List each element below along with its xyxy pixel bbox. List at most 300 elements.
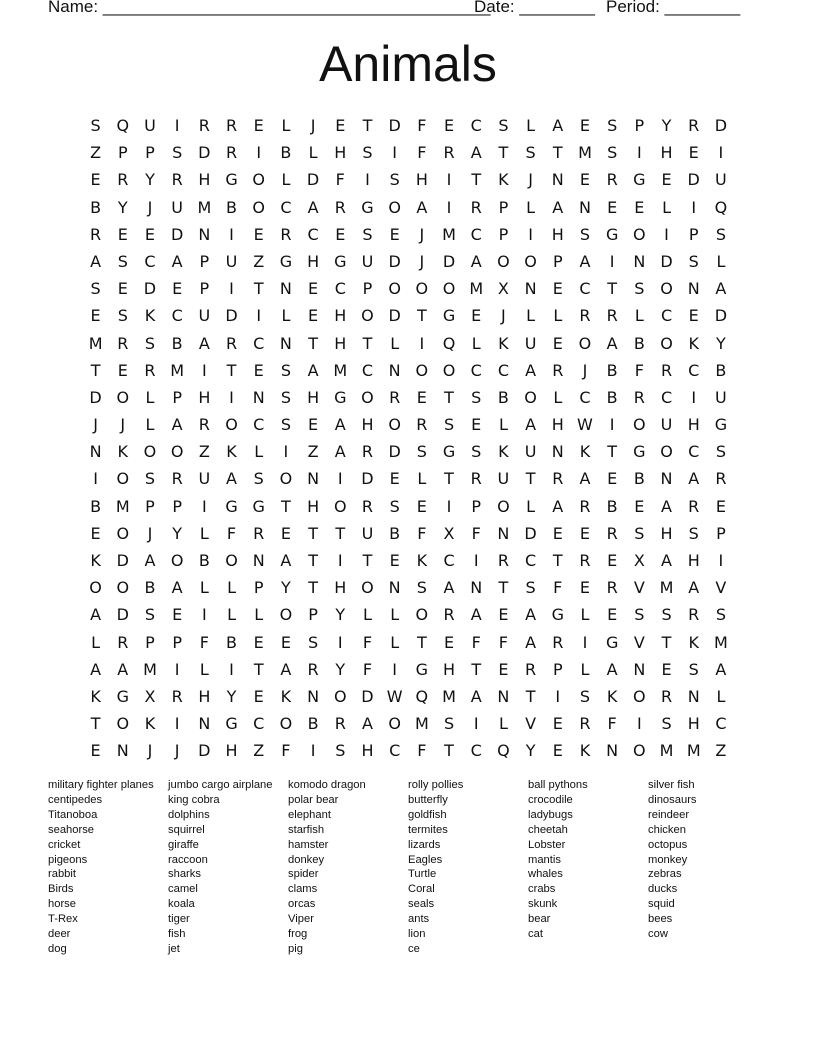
- grid-letter: A: [688, 578, 700, 598]
- word-list-item: ducks: [648, 883, 678, 896]
- grid-letter: G: [116, 686, 129, 706]
- grid-letter: E: [280, 632, 291, 652]
- grid-letter: E: [335, 224, 346, 244]
- grid-letter: R: [117, 333, 129, 353]
- grid-letter: N: [388, 578, 401, 598]
- word-list-item: spider: [288, 868, 319, 881]
- grid-letter: A: [525, 360, 537, 380]
- grid-letter: U: [171, 197, 184, 217]
- grid-letter: P: [145, 143, 155, 163]
- grid-letter: L: [526, 496, 536, 516]
- grid-letter: S: [688, 523, 699, 543]
- grid-letter: F: [362, 659, 373, 679]
- grid-letter: I: [174, 659, 180, 679]
- grid-letter: W: [577, 415, 593, 435]
- grid-letter: R: [171, 686, 183, 706]
- grid-letter: B: [633, 469, 645, 489]
- grid-letter: T: [308, 551, 318, 570]
- grid-row: [82, 357, 735, 384]
- grid-letter: D: [116, 551, 129, 570]
- grid-letter: N: [497, 523, 510, 543]
- grid-letter: E: [117, 279, 128, 299]
- grid-letter: B: [198, 551, 210, 570]
- grid-letter: S: [688, 659, 699, 679]
- word-list-item: giraffe: [168, 838, 199, 851]
- name-field-label: Name: _________________________________________: [48, 0, 491, 16]
- word-list-item: koala: [168, 898, 195, 911]
- grid-row: [82, 547, 735, 574]
- grid-letter: P: [498, 224, 509, 244]
- word-list-column: [408, 778, 528, 957]
- grid-letter: E: [416, 496, 427, 516]
- grid-letter: C: [307, 224, 319, 244]
- word-list-item: orcas: [288, 898, 316, 911]
- grid-letter: K: [117, 442, 129, 462]
- grid-letter: B: [715, 360, 727, 380]
- grid-row: [82, 302, 735, 329]
- grid-letter: R: [225, 143, 238, 163]
- grid-letter: F: [607, 714, 617, 734]
- grid-letter: Y: [172, 523, 183, 543]
- grid-letter: B: [633, 333, 645, 353]
- grid-letter: J: [419, 251, 425, 271]
- grid-letter: I: [392, 659, 398, 679]
- date-field-label: Date: ________: [474, 0, 595, 16]
- word-list-item: starfish: [288, 823, 325, 836]
- grid-letter: Y: [226, 686, 237, 706]
- grid-letter: N: [551, 170, 564, 190]
- grid-letter: R: [117, 632, 129, 652]
- grid-letter: N: [279, 333, 292, 353]
- grid-letter: O: [279, 605, 293, 625]
- grid-letter: I: [365, 170, 370, 190]
- grid-letter: E: [607, 605, 618, 625]
- grid-letter: D: [198, 143, 211, 163]
- grid-letter: C: [171, 306, 183, 326]
- grid-letter: K: [688, 632, 699, 652]
- word-search-grid: [82, 112, 735, 765]
- grid-letter: C: [253, 714, 265, 734]
- grid-letter: S: [607, 143, 618, 163]
- grid-letter: I: [392, 143, 398, 163]
- grid-letter: S: [471, 387, 482, 407]
- grid-letter: S: [525, 578, 536, 598]
- grid-letter: A: [171, 251, 183, 271]
- grid-letter: L: [716, 251, 726, 271]
- grid-letter: R: [470, 469, 482, 489]
- grid-letter: E: [552, 714, 563, 734]
- grid-letter: L: [199, 578, 209, 598]
- grid-letter: C: [253, 333, 265, 353]
- grid-letter: L: [390, 333, 400, 353]
- grid-letter: G: [225, 170, 238, 190]
- grid-letter: C: [389, 741, 401, 761]
- grid-letter: A: [715, 659, 727, 679]
- grid-letter: H: [415, 170, 428, 190]
- grid-letter: I: [201, 605, 207, 625]
- grid-letter: H: [198, 170, 211, 190]
- word-list-item: Eagles: [408, 853, 443, 866]
- grid-letter: L: [363, 605, 372, 625]
- grid-letter: L: [526, 116, 536, 135]
- grid-letter: R: [606, 523, 618, 543]
- grid-letter: P: [199, 279, 210, 299]
- word-list-item: Birds: [48, 883, 74, 896]
- grid-letter: F: [553, 578, 563, 598]
- grid-letter: E: [172, 279, 183, 299]
- grid-letter: L: [281, 306, 291, 326]
- grid-letter: U: [715, 387, 727, 407]
- grid-letter: E: [661, 170, 672, 190]
- grid-letter: N: [687, 686, 700, 706]
- grid-letter: F: [417, 116, 427, 135]
- grid-letter: K: [144, 306, 156, 326]
- word-list-item: termites: [408, 823, 448, 836]
- grid-letter: F: [417, 741, 427, 761]
- grid-letter: P: [634, 116, 645, 135]
- word-list-item: monkey: [648, 853, 688, 866]
- grid-letter: P: [471, 496, 482, 516]
- grid-letter: S: [715, 224, 726, 244]
- grid-letter: O: [116, 523, 130, 543]
- grid-letter: S: [661, 714, 672, 734]
- grid-letter: E: [443, 116, 455, 135]
- word-list-item: ce: [408, 942, 420, 955]
- grid-letter: T: [525, 686, 536, 706]
- grid-row: [82, 465, 735, 492]
- word-list-item: centipedes: [48, 793, 103, 806]
- grid-letter: S: [661, 605, 672, 625]
- grid-row: [82, 248, 735, 275]
- grid-row: [82, 384, 735, 411]
- word-list-item: cheetah: [528, 823, 568, 836]
- grid-letter: O: [578, 333, 592, 353]
- grid-letter: B: [606, 496, 618, 516]
- word-list-item: bear: [528, 913, 551, 926]
- grid-letter: O: [361, 387, 374, 407]
- word-list-item: ants: [408, 913, 430, 926]
- grid-row: [82, 221, 735, 248]
- word-list-item: bees: [648, 913, 673, 926]
- grid-letter: E: [688, 306, 699, 326]
- word-list-item: Coral: [408, 883, 435, 896]
- grid-letter: H: [687, 415, 700, 435]
- grid-letter: P: [308, 605, 318, 625]
- grid-letter: C: [660, 387, 673, 407]
- grid-letter: O: [89, 578, 102, 598]
- grid-letter: R: [443, 605, 455, 625]
- grid-letter: D: [388, 306, 401, 326]
- grid-letter: E: [552, 333, 563, 353]
- grid-letter: K: [280, 686, 292, 706]
- grid-letter: A: [334, 415, 346, 435]
- grid-letter: Y: [716, 333, 726, 353]
- grid-letter: N: [307, 686, 320, 706]
- grid-letter: I: [256, 306, 262, 326]
- grid-letter: J: [147, 741, 153, 761]
- word-list-item: jumbo cargo airplane: [168, 779, 273, 791]
- word-list-item: polar bear: [288, 793, 339, 806]
- word-list-item: reindeer: [648, 808, 690, 821]
- grid-letter: Q: [116, 116, 130, 135]
- grid-letter: S: [117, 306, 128, 326]
- grid-letter: K: [498, 170, 509, 190]
- grid-letter: Y: [525, 741, 536, 761]
- grid-letter: D: [714, 306, 728, 326]
- grid-letter: E: [253, 116, 264, 135]
- grid-letter: F: [335, 170, 345, 190]
- grid-letter: O: [524, 251, 537, 271]
- grid-letter: T: [281, 496, 291, 516]
- grid-letter: I: [201, 360, 207, 380]
- grid-row: [82, 194, 735, 221]
- grid-letter: S: [144, 469, 156, 489]
- grid-letter: X: [144, 686, 156, 706]
- grid-letter: L: [417, 469, 427, 489]
- grid-letter: R: [198, 116, 210, 135]
- grid-letter: H: [551, 224, 564, 244]
- grid-letter: Q: [415, 686, 429, 706]
- grid-letter: R: [144, 360, 156, 380]
- grid-letter: K: [498, 333, 509, 353]
- grid-letter: D: [660, 251, 673, 271]
- grid-letter: A: [171, 578, 183, 598]
- grid-letter: D: [361, 686, 374, 706]
- grid-letter: H: [687, 551, 700, 570]
- grid-letter: B: [280, 143, 292, 163]
- grid-letter: T: [226, 360, 237, 380]
- grid-letter: H: [660, 143, 673, 163]
- grid-letter: C: [525, 551, 537, 570]
- grid-letter: N: [551, 442, 564, 462]
- grid-letter: H: [334, 578, 347, 598]
- grid-letter: S: [90, 279, 101, 299]
- grid-letter: M: [442, 224, 456, 244]
- grid-letter: I: [283, 442, 289, 462]
- grid-letter: R: [117, 170, 129, 190]
- grid-letter: C: [144, 251, 156, 271]
- grid-letter: Y: [335, 659, 346, 679]
- grid-letter: L: [281, 170, 291, 190]
- grid-letter: O: [225, 415, 238, 435]
- grid-letter: R: [660, 686, 673, 706]
- grid-letter: R: [171, 469, 183, 489]
- grid-letter: D: [687, 170, 700, 190]
- grid-letter: R: [715, 469, 727, 489]
- grid-letter: I: [609, 251, 615, 271]
- grid-letter: U: [198, 306, 211, 326]
- grid-letter: B: [307, 714, 319, 734]
- grid-letter: A: [307, 360, 319, 380]
- grid-letter: G: [334, 251, 347, 271]
- word-list-item: dog: [48, 942, 67, 955]
- grid-letter: F: [417, 523, 427, 543]
- grid-letter: Y: [335, 605, 346, 625]
- grid-letter: I: [718, 143, 724, 163]
- grid-letter: O: [252, 197, 266, 217]
- grid-letter: S: [688, 251, 699, 271]
- grid-row: [82, 574, 735, 601]
- grid-letter: M: [170, 360, 185, 380]
- grid-letter: L: [145, 415, 155, 435]
- grid-letter: B: [606, 360, 618, 380]
- grid-letter: K: [90, 551, 101, 570]
- grid-letter: Z: [715, 741, 727, 761]
- grid-letter: P: [498, 197, 509, 217]
- grid-letter: U: [524, 333, 537, 353]
- grid-letter: E: [335, 116, 346, 135]
- grid-letter: L: [390, 632, 400, 652]
- grid-letter: R: [579, 496, 591, 516]
- grid-letter: S: [117, 251, 128, 271]
- grid-letter: T: [253, 279, 264, 299]
- grid-letter: H: [198, 387, 211, 407]
- grid-letter: P: [172, 387, 182, 407]
- grid-letter: R: [361, 496, 374, 516]
- word-list-item: mantis: [528, 853, 561, 866]
- grid-letter: C: [688, 442, 700, 462]
- grid-letter: I: [664, 224, 669, 244]
- grid-letter: E: [90, 306, 101, 326]
- grid-letter: L: [662, 197, 671, 217]
- grid-letter: T: [416, 306, 427, 326]
- grid-letter: R: [579, 306, 591, 326]
- grid-letter: E: [579, 116, 591, 135]
- word-list-item: deer: [48, 928, 71, 941]
- grid-letter: L: [716, 686, 726, 706]
- grid-letter: T: [444, 387, 454, 407]
- grid-letter: T: [552, 143, 563, 163]
- grid-letter: B: [90, 496, 102, 516]
- grid-letter: I: [473, 551, 479, 570]
- grid-letter: E: [688, 143, 699, 163]
- grid-letter: U: [361, 251, 374, 271]
- word-list-column: [168, 778, 288, 957]
- grid-letter: R: [389, 387, 401, 407]
- grid-letter: N: [388, 360, 401, 380]
- grid-letter: F: [417, 143, 427, 163]
- word-list-item: cricket: [48, 838, 81, 851]
- grid-letter: I: [337, 632, 343, 652]
- grid-letter: P: [253, 578, 264, 598]
- grid-letter: Y: [281, 578, 291, 598]
- grid-letter: I: [229, 224, 234, 244]
- grid-letter: A: [443, 578, 455, 598]
- grid-letter: X: [497, 279, 509, 299]
- grid-letter: Z: [253, 741, 265, 761]
- grid-letter: M: [714, 632, 728, 652]
- grid-letter: N: [279, 279, 292, 299]
- word-list-item: fish: [168, 928, 186, 941]
- grid-letter: A: [90, 251, 102, 271]
- grid-letter: E: [579, 523, 591, 543]
- grid-letter: E: [117, 224, 128, 244]
- grid-letter: L: [580, 659, 590, 679]
- grid-letter: B: [144, 578, 156, 598]
- grid-letter: T: [607, 442, 618, 462]
- grid-letter: E: [607, 469, 618, 489]
- grid-letter: M: [414, 714, 429, 734]
- word-list-item: rabbit: [48, 868, 76, 881]
- grid-row: [82, 629, 735, 656]
- grid-row: [82, 601, 735, 628]
- grid-letter: N: [578, 197, 591, 217]
- word-list-item: camel: [168, 883, 198, 896]
- grid-letter: B: [226, 632, 238, 652]
- word-list-item: Lobster: [528, 838, 566, 851]
- grid-letter: E: [471, 415, 482, 435]
- grid-letter: M: [333, 360, 348, 380]
- grid-letter: A: [688, 469, 700, 489]
- word-list-item: pigeons: [48, 853, 88, 866]
- grid-letter: O: [279, 714, 293, 734]
- grid-letter: M: [88, 333, 103, 353]
- grid-letter: E: [253, 360, 264, 380]
- grid-letter: S: [144, 605, 156, 625]
- grid-letter: Y: [661, 116, 672, 135]
- grid-letter: T: [471, 170, 482, 190]
- grid-row: [82, 112, 735, 139]
- grid-letter: S: [715, 605, 726, 625]
- grid-letter: A: [334, 442, 346, 462]
- grid-letter: E: [579, 578, 591, 598]
- grid-letter: F: [471, 523, 481, 543]
- grid-letter: B: [389, 523, 401, 543]
- grid-letter: B: [226, 197, 238, 217]
- grid-letter: L: [308, 143, 318, 163]
- grid-letter: R: [497, 551, 509, 570]
- grid-letter: E: [579, 170, 591, 190]
- grid-letter: S: [579, 224, 591, 244]
- grid-letter: O: [361, 578, 374, 598]
- grid-letter: R: [552, 632, 564, 652]
- grid-letter: K: [144, 714, 156, 734]
- grid-letter: L: [145, 387, 155, 407]
- grid-letter: E: [552, 279, 563, 299]
- grid-letter: R: [280, 224, 292, 244]
- grid-letter: T: [362, 333, 373, 353]
- grid-letter: N: [524, 279, 537, 299]
- grid-letter: N: [252, 387, 265, 407]
- grid-letter: L: [281, 116, 291, 135]
- grid-letter: A: [171, 415, 183, 435]
- grid-letter: A: [552, 197, 564, 217]
- grid-letter: E: [634, 496, 645, 516]
- grid-letter: P: [172, 496, 182, 516]
- grid-letter: P: [552, 251, 563, 271]
- grid-letter: H: [551, 415, 564, 435]
- grid-letter: A: [198, 333, 210, 353]
- grid-letter: B: [90, 197, 102, 217]
- word-list-item: squid: [648, 898, 675, 911]
- grid-letter: R: [579, 551, 591, 570]
- grid-letter: T: [661, 632, 672, 652]
- grid-letter: R: [334, 714, 346, 734]
- grid-letter: J: [528, 170, 533, 190]
- grid-letter: B: [497, 387, 509, 407]
- grid-letter: I: [337, 469, 343, 489]
- grid-letter: O: [633, 415, 646, 435]
- grid-letter: S: [443, 415, 455, 435]
- word-list-item: cat: [528, 928, 543, 941]
- grid-letter: E: [90, 523, 101, 543]
- word-list-item: frog: [288, 928, 308, 941]
- grid-letter: L: [227, 605, 236, 625]
- grid-letter: L: [390, 605, 400, 625]
- grid-letter: D: [225, 306, 238, 326]
- grid-letter: T: [498, 578, 509, 598]
- grid-letter: I: [446, 197, 452, 217]
